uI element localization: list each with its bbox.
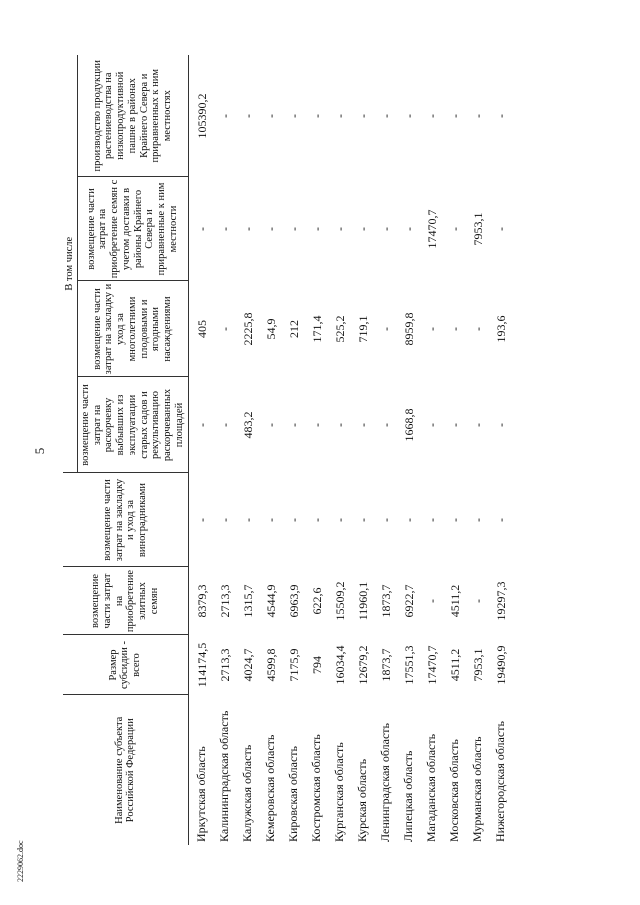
cell-north-seeds: - [493, 227, 508, 231]
header-region: Наименование субъекта Российской Федерации [63, 695, 188, 845]
header-perennial: возмещение части затрат на закладку и уход за многолетними плодовыми и ягодными насаждениями [77, 281, 188, 377]
table-row [352, 55, 375, 845]
cell-total: 794 [309, 656, 324, 674]
cell-region: Калининградская область [216, 710, 231, 842]
cell-elite-seeds: 1873,7 [378, 584, 393, 618]
cell-vineyards: - [355, 518, 370, 522]
cell-north-seeds: - [286, 227, 301, 231]
header-uprooting: возмещение части затрат на раскорчевку выбывших из эксплуатации старых садов и рекультивацию раскорчеванных площадей [77, 377, 188, 473]
cell-elite-seeds: 19297,3 [493, 581, 508, 621]
cell-perennial: 405 [194, 320, 209, 338]
header-group: В том числе [63, 55, 77, 473]
cell-vineyards: - [240, 518, 255, 522]
cell-total: 7953,1 [470, 648, 485, 682]
cell-elite-seeds: - [424, 599, 439, 603]
table-row [421, 55, 444, 845]
table-row [306, 55, 329, 845]
subsidy-table [63, 55, 513, 845]
cell-elite-seeds: 6963,9 [286, 584, 301, 618]
cell-low-yield: 105390,2 [194, 93, 209, 139]
cell-low-yield: - [217, 113, 232, 118]
cell-total: 4599,8 [263, 648, 278, 682]
cell-total: 4511,2 [447, 648, 462, 682]
cell-north-seeds: - [217, 227, 232, 231]
table-row [467, 55, 490, 845]
cell-uprooting: - [217, 423, 232, 427]
cell-uprooting: - [470, 423, 485, 427]
cell-low-yield: - [263, 113, 278, 118]
page-number: 5 [32, 447, 47, 455]
cell-north-seeds: - [378, 227, 393, 231]
table-row [375, 55, 398, 845]
table-row [260, 55, 283, 845]
cell-perennial: 54,9 [263, 318, 278, 340]
cell-low-yield: - [286, 113, 301, 118]
cell-uprooting: - [424, 423, 439, 427]
cell-vineyards: - [332, 518, 347, 522]
cell-north-seeds: 17470,7 [424, 209, 439, 249]
cell-region: Костромская область [308, 734, 323, 842]
cell-region: Нижегородская область [492, 721, 507, 842]
cell-vineyards: - [378, 518, 393, 522]
cell-vineyards: - [493, 518, 508, 522]
table-row [329, 55, 352, 845]
cell-elite-seeds: 11960,1 [355, 581, 370, 621]
cell-total: 114174,5 [194, 642, 209, 688]
cell-uprooting: 483,2 [240, 411, 255, 439]
cell-low-yield: - [447, 113, 462, 118]
cell-elite-seeds: 8379,3 [194, 584, 209, 618]
table-row [188, 55, 214, 845]
cell-elite-seeds: 4544,9 [263, 584, 278, 618]
cell-perennial: - [424, 327, 439, 331]
cell-uprooting: - [332, 423, 347, 427]
cell-elite-seeds: 622,6 [309, 587, 324, 615]
cell-region: Ленинградская область [377, 723, 392, 842]
cell-region: Кемеровская область [262, 734, 277, 842]
cell-vineyards: - [447, 518, 462, 522]
cell-uprooting: 1668,8 [401, 408, 416, 442]
cell-vineyards: - [424, 518, 439, 522]
table-row [398, 55, 421, 845]
cell-region: Липецкая область [400, 750, 415, 842]
cell-region: Калужская область [239, 744, 254, 842]
cell-elite-seeds: 1315,7 [240, 584, 255, 618]
cell-elite-seeds: 2713,3 [217, 584, 232, 618]
cell-region: Московская область [446, 739, 461, 842]
cell-vineyards: - [309, 518, 324, 522]
cell-elite-seeds: - [470, 599, 485, 603]
cell-low-yield: - [424, 113, 439, 118]
cell-total: 12679,2 [355, 645, 370, 685]
cell-uprooting: - [355, 423, 370, 427]
cell-region: Магаданская область [423, 733, 438, 842]
cell-low-yield: - [309, 113, 324, 118]
cell-total: 17470,7 [424, 645, 439, 685]
table-row [283, 55, 306, 845]
cell-total: 17551,3 [401, 645, 416, 685]
cell-perennial: - [217, 327, 232, 331]
cell-north-seeds: - [240, 227, 255, 231]
cell-vineyards: - [470, 518, 485, 522]
cell-total: 16034,4 [332, 645, 347, 685]
cell-perennial: 525,2 [332, 315, 347, 343]
cell-low-yield: - [355, 113, 370, 118]
cell-region: Мурманская область [469, 736, 484, 842]
header-north-seeds: возмещение части затрат на приобретение семян с учетом доставки в районы Крайнего Севера и приравненные к ним местности [77, 177, 188, 281]
cell-vineyards: - [194, 518, 209, 522]
cell-elite-seeds: 4511,2 [447, 584, 462, 618]
cell-perennial: 2225,8 [240, 312, 255, 346]
header-total: Размер субсидии - всего [63, 635, 188, 695]
cell-total: 7175,9 [286, 648, 301, 682]
table-row [237, 55, 260, 845]
cell-elite-seeds: 6922,7 [401, 584, 416, 618]
cell-north-seeds: - [332, 227, 347, 231]
cell-uprooting: - [378, 423, 393, 427]
cell-north-seeds: - [401, 227, 416, 231]
cell-perennial: 719,1 [355, 315, 370, 343]
cell-uprooting: - [263, 423, 278, 427]
cell-perennial: - [470, 327, 485, 331]
cell-north-seeds: - [263, 227, 278, 231]
cell-elite-seeds: 15509,2 [332, 581, 347, 621]
cell-vineyards: - [401, 518, 416, 522]
cell-uprooting: - [447, 423, 462, 427]
table-row [444, 55, 467, 845]
table-header [63, 55, 188, 845]
cell-total: 19490,9 [493, 645, 508, 685]
header-low-yield: производство продукции растениеводства на низкопродуктивной пашне в районах Крайнего Севера и приравненных к ним местностях [77, 55, 188, 177]
footer-filename: 2229062.doc [16, 840, 25, 882]
cell-low-yield: - [332, 113, 347, 118]
cell-low-yield: - [493, 113, 508, 118]
cell-total: 4024,7 [240, 648, 255, 682]
cell-north-seeds: - [309, 227, 324, 231]
cell-perennial: 8959,8 [401, 312, 416, 346]
cell-low-yield: - [378, 113, 393, 118]
table-body [188, 55, 513, 845]
cell-total: 1873,7 [378, 648, 393, 682]
rotated-table-container [63, 55, 523, 845]
cell-uprooting: - [194, 423, 209, 427]
cell-region: Иркутская область [193, 746, 208, 842]
cell-perennial: - [378, 327, 393, 331]
cell-perennial: 193,6 [493, 315, 508, 343]
header-elite-seeds: возмещение части затрат на приобретение элитных семян [63, 567, 188, 635]
cell-low-yield: - [401, 113, 416, 118]
cell-north-seeds: - [447, 227, 462, 231]
cell-north-seeds: - [355, 227, 370, 231]
table-row [490, 55, 513, 845]
cell-north-seeds: 7953,1 [470, 212, 485, 246]
table-row [214, 55, 237, 845]
cell-region: Кировская область [285, 745, 300, 842]
cell-vineyards: - [286, 518, 301, 522]
cell-uprooting: - [286, 423, 301, 427]
cell-region: Курская область [354, 758, 369, 842]
cell-total: 2713,3 [217, 648, 232, 682]
cell-uprooting: - [309, 423, 324, 427]
header-vineyards: возмещение части затрат на закладку и уход за виноградниками [63, 473, 188, 567]
cell-north-seeds: - [194, 227, 209, 231]
cell-low-yield: - [240, 113, 255, 118]
cell-region: Курганская область [331, 742, 346, 842]
cell-perennial: 171,4 [309, 315, 324, 343]
cell-vineyards: - [217, 518, 232, 522]
cell-uprooting: - [493, 423, 508, 427]
cell-perennial: - [447, 327, 462, 331]
cell-vineyards: - [263, 518, 278, 522]
cell-perennial: 212 [286, 320, 301, 338]
cell-low-yield: - [470, 113, 485, 118]
